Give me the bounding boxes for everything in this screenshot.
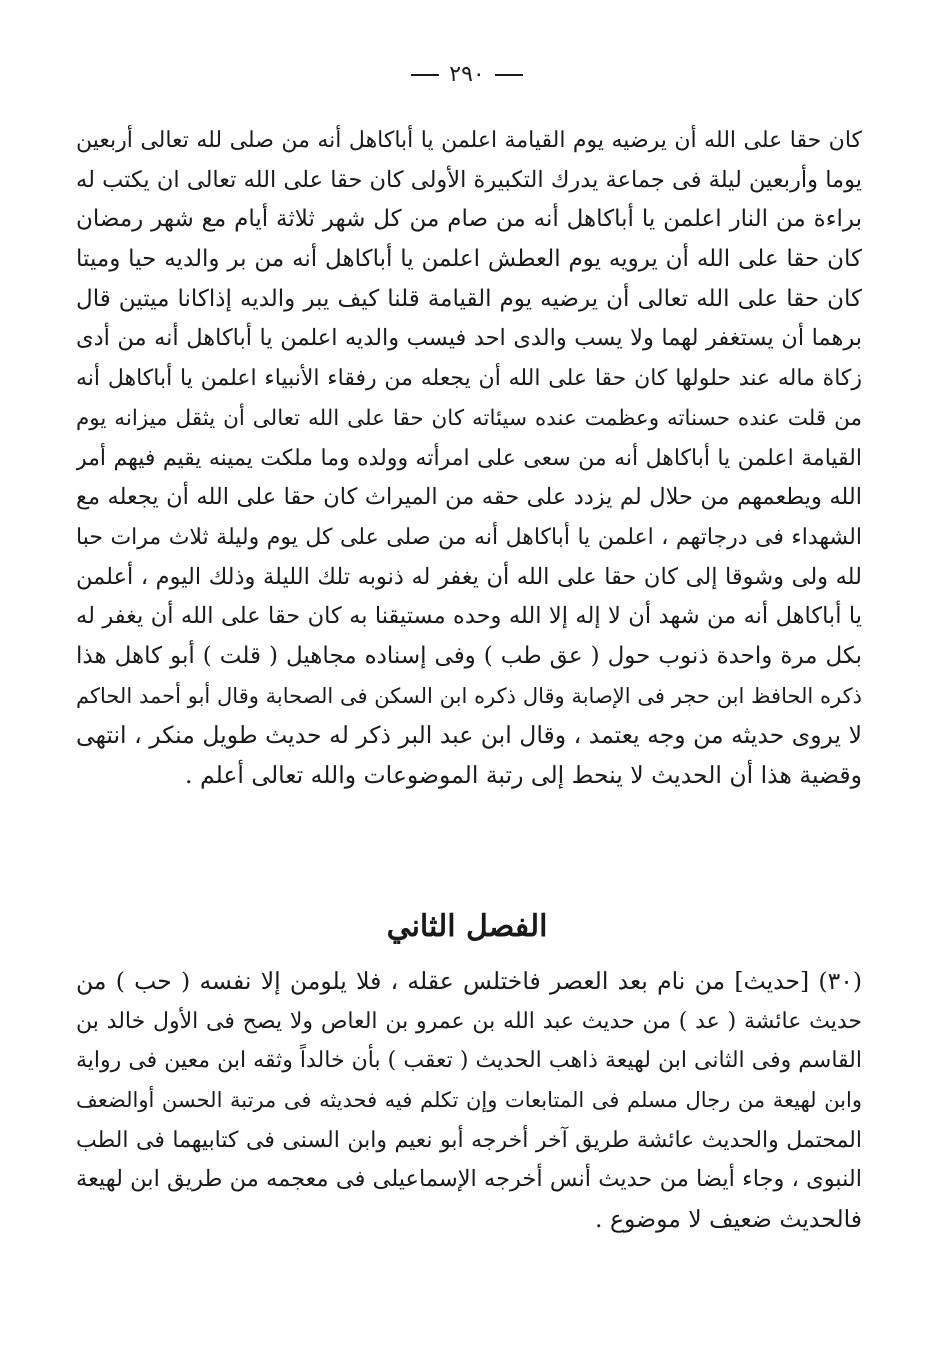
text-line: المحتمل والحديث عائشة طريق آخر أخرجه أبو نعيم وابن السنى فى كتابيهما فى الطب: [76, 1127, 862, 1153]
text-line: حديث عائشة ( عد ) من حديث عبد الله بن عمرو بن العاص ولا يصح فى الأول خالد بن: [76, 1008, 862, 1034]
text-line: فالحديث ضعيف لا موضوع .: [595, 1205, 862, 1234]
text-line: وقضية هذا أن الحديث لا ينحط إلى رتبة الموضوعات والله تعالى أعلم .: [185, 761, 862, 789]
text-line: كان حقا على الله تعالى أن يرضيه يوم القيامة قلنا كيف يبر والديه إذاكانا ميتين قال: [76, 285, 862, 312]
section-heading: الفصل الثاني: [386, 909, 548, 944]
text-line: يوما وأربعين ليلة فى جماعة يدرك التكبيرة الأولى كان حقا على الله تعالى ان يكتب له: [76, 166, 862, 193]
left-dash: [411, 74, 439, 76]
text-line: ذكره الحافظ ابن حجر فى الإصابة وقال ذكره ابن السكن فى الصحابة وقال أبو أحمد الحاكم: [76, 683, 862, 708]
text-line: برهما أن يستغفر لهما ولا يسب والدى احد فيسب والديه اعلمن يا أباكاهل أنه من أدى: [76, 325, 862, 352]
text-line: لا يروى حديثه من وجه يعتمد ، وقال ابن عبد البر ذكر له حديث طويل منكر ، انتهى: [76, 721, 862, 750]
text-line: لله ولى وشوقا إلى كان حقا على الله أن يغفر له ذنوبه تلك الليلة وذلك اليوم ، أعلمن: [76, 563, 862, 590]
text-line: كان حقا على الله أن يرويه يوم العطش اعلمن يا أباكاهل أنه من بر والديه حيا وميتا: [76, 246, 862, 273]
text-line: القيامة اعلمن يا أباكاهل أنه من سعى على امرأته وولده وما ملكت يمينه يقيم فيهم أمر: [76, 445, 862, 471]
text-line: النبوى ، وجاء أيضا من حديث أنس أخرجه الإسماعيلى فى معجمه من طريق ابن لهيعة: [76, 1166, 862, 1193]
hadith-text-block: [76, 121, 862, 796]
text-line: الله ويطعمهم من حلال لم يزدد على حقه من الميراث كان حقا على الله أن يجعله مع: [76, 484, 862, 511]
text-line: وابن لهيعة من رجال مسلم فى المتابعات وإن تكلم فيه فحديثه فى مرتبة الحسن أوالضعف: [76, 1088, 862, 1113]
text-line: القاسم وفى الثانى ابن لهيعة ذاهب الحديث ( تعقب ) بأن خالداً وثقه ابن معين فى رواية: [76, 1048, 862, 1074]
right-dash: [495, 74, 523, 76]
text-line: زكاة ماله عند حلولها كان حقا على الله أن يجعله من رفقاء الأنبياء اعلمن يا أباكاهل أنه: [76, 366, 862, 392]
text-line: كان حقا على الله أن يرضيه يوم القيامة اعلمن يا أباكاهل أنه من صلى لله تعالى أربعين: [76, 128, 862, 153]
text-line: يا أباكاهل أنه من شهد أن لا إله إلا الله وحده مستيقنا به كان حقا على الله أن يغفر له: [76, 603, 862, 630]
text-line: (٣٠) [حديث] من نام بعد العصر فاختلس عقله ، فلا يلومن إلا نفسه ( حب ) من: [76, 967, 862, 995]
text-line: الشهداء فى درجاتهم ، اعلمن يا أباكاهل أنه من صلى على كل يوم وليلة ثلاث مرات حبا: [76, 524, 862, 550]
page-number: [0, 62, 934, 87]
hadith-30-block: [76, 962, 862, 1240]
text-line: من قلت عنده حسناته وعظمت عنده سيئاته كان حقا على الله تعالى أن يثقل ميزانه يوم: [76, 405, 862, 431]
text-line: براءة من النار اعلمن يا أباكاهل أنه من صام من كل شهر ثلاثة أيام مع شهر رمضان: [76, 206, 862, 233]
page-number-text: ٢٩٠: [449, 62, 485, 87]
text-line: بكل مرة واحدة ذنوب حول ( عق طب ) وفى إسناده مجاهيل ( قلت ) أبو كاهل هذا: [76, 642, 862, 669]
